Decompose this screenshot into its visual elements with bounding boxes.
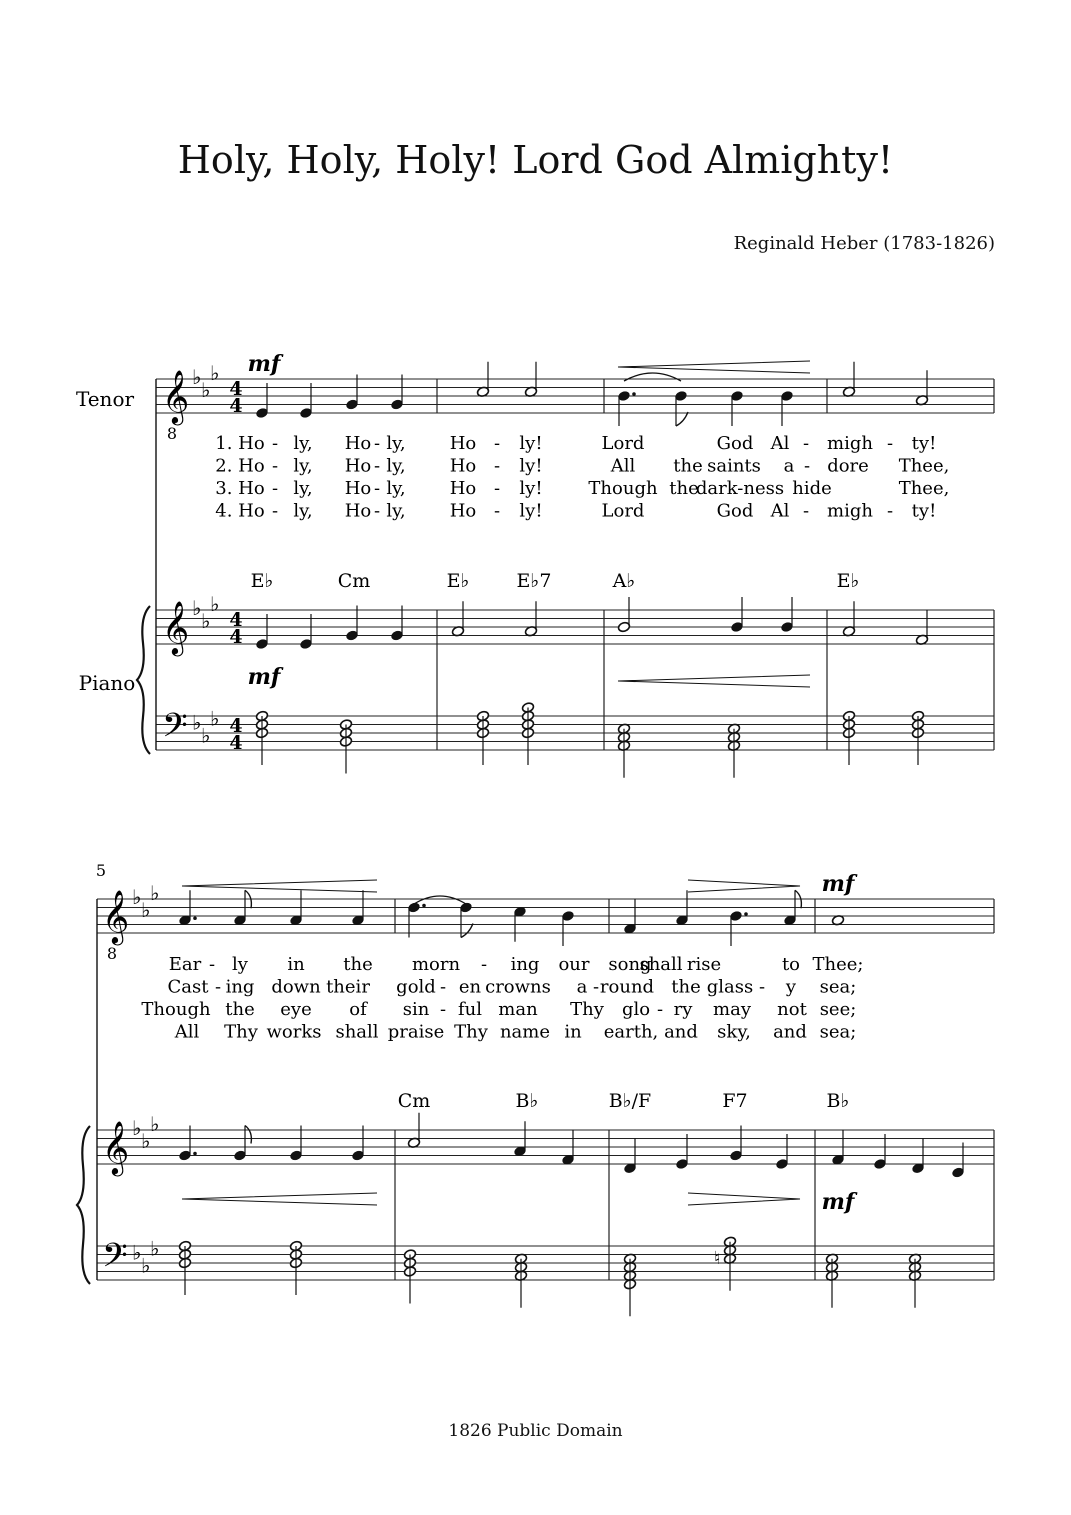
tenor-treble8-clef-icon: 𝄞 <box>162 369 190 423</box>
lyric-syllable: - <box>656 999 664 1020</box>
lyric-syllable: sea; <box>819 1021 857 1043</box>
lyric-syllable: the <box>669 478 699 499</box>
lyric-syllable: their <box>326 976 370 998</box>
lyric-syllable: man <box>498 999 538 1020</box>
flat-icon: ♭ <box>210 706 220 731</box>
piano-brace <box>137 606 150 754</box>
lyric-syllable: Thy <box>570 999 604 1020</box>
tie <box>414 896 466 904</box>
piano-treble-staff <box>97 1130 994 1164</box>
lyric-syllable: ly! <box>519 433 543 454</box>
lyric-syllable: Though <box>141 999 211 1020</box>
flag <box>461 924 473 938</box>
time-signature-bottom: 4 <box>229 732 243 754</box>
tenor-treble8-clef-icon: 𝄞 <box>102 889 130 943</box>
flag <box>245 1126 251 1144</box>
tenor-staff <box>156 379 994 413</box>
lyric-syllable: ly, <box>386 455 406 477</box>
chord-symbol: E♭ <box>836 570 860 592</box>
flat-icon: ♭ <box>150 880 160 905</box>
lyric-syllable: ly, <box>386 478 406 499</box>
decrescendo-hairpin <box>688 880 800 892</box>
lyric-syllable: the <box>671 976 701 998</box>
chord-symbol: Cm <box>397 1090 431 1112</box>
lyric-syllable: Though <box>588 478 658 499</box>
dot <box>632 392 636 396</box>
tenor-staff <box>97 899 994 933</box>
lyric-syllable: ly! <box>519 455 543 477</box>
lyric-syllable: and <box>773 1021 807 1043</box>
lyric-syllable: - <box>758 976 766 998</box>
lyric-syllable: - <box>803 455 811 477</box>
lyric-syllable: Cast <box>167 976 209 998</box>
lyric-syllable: - <box>373 478 381 499</box>
lyric-syllable: shall <box>335 1021 379 1043</box>
lyric-syllable: - <box>592 976 600 998</box>
chord-symbol: B♭ <box>515 1090 539 1112</box>
lyric-syllable: a <box>576 976 588 998</box>
flat-icon: ♭ <box>201 377 211 402</box>
lyric-syllable: Ho <box>344 478 372 499</box>
lyric-syllable: crowns <box>485 976 551 998</box>
lyric-syllable: Ho <box>344 455 372 477</box>
lyric-syllable: - <box>802 500 810 522</box>
bass-clef-icon: 𝄢 <box>102 1237 128 1283</box>
lyric-syllable: - <box>373 433 381 454</box>
lyric-syllable: 2. Ho <box>215 455 265 477</box>
song-title: Holy, Holy, Holy! Lord God Almighty! <box>177 138 894 182</box>
lyric-syllable: - <box>493 455 501 477</box>
piano-brace <box>77 1126 90 1284</box>
crescendo-hairpin <box>182 1193 377 1205</box>
lyric-syllable: Ho <box>449 500 477 522</box>
flat-icon: ♭ <box>132 885 142 909</box>
lyric-syllable: of <box>349 999 367 1020</box>
lyric-syllable: - <box>208 954 216 975</box>
chord-symbol: B♭/F <box>608 1090 652 1112</box>
lyric-syllable: Thee, <box>898 455 950 477</box>
lyric-syllable: God <box>716 433 754 454</box>
lyric-syllable: in <box>287 954 305 975</box>
lyric-syllable: ly! <box>519 478 543 499</box>
decrescendo-hairpin <box>688 1193 800 1205</box>
lyric-syllable: sky, <box>717 1021 751 1043</box>
lyric-syllable: to <box>781 954 801 975</box>
lyric-syllable: - <box>493 500 501 522</box>
lyric-syllable: in <box>564 1021 582 1043</box>
copyright-footer: 1826 Public Domain <box>448 1421 623 1441</box>
natural-icon: ♮ <box>714 1247 721 1269</box>
lyric-syllable: ly, <box>293 500 313 522</box>
time-signature-top: 4 <box>229 609 243 631</box>
lyric-syllable: God <box>716 500 754 522</box>
time-signature-top: 4 <box>229 378 243 400</box>
lyric-syllable: the <box>673 455 703 477</box>
time-signature-bottom: 4 <box>229 395 243 417</box>
flat-icon: ♭ <box>150 1111 160 1136</box>
treble-clef-icon: 𝄞 <box>162 600 190 654</box>
lyric-syllable: - <box>373 455 381 477</box>
dynamic-mf: mf <box>247 664 281 690</box>
lyric-syllable: shall <box>639 954 683 975</box>
flat-icon: ♭ <box>192 710 202 735</box>
flat-icon: ♭ <box>201 723 211 748</box>
lyric-syllable: migh <box>827 500 873 522</box>
flat-icon: ♭ <box>210 591 220 616</box>
flat-icon: ♭ <box>192 596 202 620</box>
lyric-syllable: - <box>439 999 447 1020</box>
flat-icon: ♭ <box>132 1116 142 1140</box>
lyric-syllable: Lord <box>601 500 645 522</box>
lyric-syllable: may <box>713 999 751 1020</box>
lyric-syllable: the <box>225 999 255 1020</box>
chord-symbol: E♭ <box>446 570 470 592</box>
lyric-syllable: round <box>599 976 655 998</box>
lyric-syllable: - <box>802 433 810 454</box>
lyric-syllable: sin <box>402 999 430 1020</box>
lyric-syllable: 4. Ho <box>215 500 265 522</box>
octave-8-mark: 8 <box>106 944 118 963</box>
lyric-syllable: en <box>458 976 482 998</box>
lyric-syllable: the <box>343 954 373 975</box>
piano-label: Piano <box>78 671 136 695</box>
flat-icon: ♭ <box>192 365 202 389</box>
chord-symbol: F7 <box>722 1090 748 1112</box>
measure-number: 5 <box>95 861 107 880</box>
lyric-syllable: ly, <box>293 433 313 454</box>
lyric-syllable: rise <box>686 954 722 975</box>
lyric-syllable: Ho <box>344 500 372 522</box>
chord-symbol: Cm <box>337 570 371 592</box>
flat-icon: ♭ <box>201 608 211 633</box>
lyric-syllable: Thy <box>454 1021 488 1043</box>
lyric-syllable: Ear <box>168 954 202 975</box>
lyric-syllable: ly, <box>386 433 406 454</box>
flat-icon: ♭ <box>141 897 151 922</box>
chord-symbol: E♭ <box>250 570 274 592</box>
lyric-syllable: - <box>493 433 501 454</box>
lyric-syllable: ry <box>673 999 693 1020</box>
lyric-syllable: ful <box>457 999 483 1020</box>
lyric-syllable: 3. Ho <box>215 478 265 499</box>
flat-icon: ♭ <box>141 1253 151 1278</box>
dynamic-mf: mf <box>821 1189 855 1215</box>
crescendo-hairpin <box>182 880 377 892</box>
lyric-syllable: Thee; <box>812 954 864 975</box>
lyric-syllable: Ho <box>449 478 477 499</box>
lyric-syllable: - <box>271 455 279 477</box>
lyric-syllable: ing <box>225 976 255 998</box>
dynamic-mf: mf <box>821 871 855 897</box>
lyric-syllable: praise <box>387 1021 445 1043</box>
lyric-syllable: Ho <box>344 433 372 454</box>
crescendo-hairpin <box>618 361 810 373</box>
lyric-syllable: 1. Ho <box>215 433 265 454</box>
lyric-syllable: - <box>493 478 501 499</box>
lyric-syllable: down <box>271 976 321 998</box>
lyric-syllable: y <box>785 976 797 998</box>
dot <box>193 1152 197 1156</box>
composer-credit: Reginald Heber (1783-1826) <box>733 233 995 254</box>
flat-icon: ♭ <box>132 1240 142 1265</box>
lyric-syllable: works <box>266 1021 322 1043</box>
flat-icon: ♭ <box>141 1128 151 1153</box>
lyric-syllable: - <box>271 433 279 454</box>
lyric-syllable: ty! <box>911 500 937 522</box>
piano-treble-staff <box>156 610 994 644</box>
chord-symbol: E♭7 <box>516 570 552 592</box>
piano-bass-staff <box>156 716 994 750</box>
lyric-syllable: - <box>271 500 279 522</box>
lyric-syllable: ty! <box>911 433 937 454</box>
flat-icon: ♭ <box>150 1236 160 1261</box>
lyric-syllable: glass <box>706 976 754 998</box>
time-signature-top: 4 <box>229 715 243 737</box>
tie <box>624 373 681 381</box>
lyric-syllable: earth, <box>603 1021 659 1043</box>
lyric-syllable: - <box>439 976 447 998</box>
dot <box>744 912 748 916</box>
lyric-syllable: ly! <box>519 500 543 522</box>
lyric-syllable: Al <box>770 500 790 522</box>
lyric-syllable: song <box>608 954 652 975</box>
dynamic-mf: mf <box>247 351 281 377</box>
dot <box>193 916 197 920</box>
lyric-syllable: ing <box>510 954 540 975</box>
octave-8-mark: 8 <box>166 424 178 443</box>
lyric-syllable: All <box>610 455 636 477</box>
lyric-syllable: Lord <box>601 433 645 454</box>
lyric-syllable: hide <box>792 478 832 499</box>
chord-symbol: B♭ <box>826 1090 850 1112</box>
lyric-syllable: - <box>214 976 222 998</box>
chord-symbol: A♭ <box>612 570 636 592</box>
lyric-syllable: Al <box>770 433 790 454</box>
lyric-syllable: - <box>886 433 894 454</box>
crescendo-hairpin <box>618 675 810 687</box>
piano-bass-staff <box>97 1246 994 1280</box>
lyric-syllable: our <box>558 954 590 975</box>
lyric-syllable: migh <box>827 433 873 454</box>
lyric-syllable: not <box>777 999 807 1020</box>
lyric-syllable: saints <box>707 455 761 477</box>
lyric-syllable: dark-ness <box>695 478 785 499</box>
lyric-syllable: ly, <box>293 455 313 477</box>
lyric-syllable: name <box>499 1021 551 1043</box>
tenor-label: Tenor <box>75 387 135 411</box>
lyric-syllable: - <box>271 478 279 499</box>
lyric-syllable: glo <box>621 999 651 1020</box>
lyric-syllable: ly, <box>293 478 313 499</box>
lyric-syllable: ly <box>232 954 248 975</box>
lyric-syllable: Ho <box>449 455 477 477</box>
lyric-syllable: All <box>174 1021 200 1043</box>
lyric-syllable: - <box>373 500 381 522</box>
lyric-syllable: Ho <box>449 433 477 454</box>
lyric-syllable: ly, <box>386 500 406 522</box>
lyric-syllable: a <box>783 455 795 477</box>
lyric-syllable: - <box>480 954 488 975</box>
lyric-syllable: gold <box>396 976 436 998</box>
lyric-syllable: eye <box>280 999 312 1020</box>
bass-clef-icon: 𝄢 <box>162 707 188 753</box>
lyric-syllable: morn <box>411 954 461 975</box>
flag <box>676 412 688 426</box>
dot <box>422 904 426 908</box>
flat-icon: ♭ <box>210 360 220 385</box>
lyric-syllable: sea; <box>819 976 857 998</box>
lyric-syllable: - <box>886 500 894 522</box>
lyric-syllable: Thee, <box>898 478 950 499</box>
lyric-syllable: see; <box>819 999 857 1020</box>
lyric-syllable: and <box>664 1021 698 1043</box>
time-signature-bottom: 4 <box>229 626 243 648</box>
treble-clef-icon: 𝄞 <box>102 1120 130 1174</box>
lyric-syllable: Thy <box>224 1021 258 1043</box>
lyric-syllable: dore <box>827 455 869 477</box>
